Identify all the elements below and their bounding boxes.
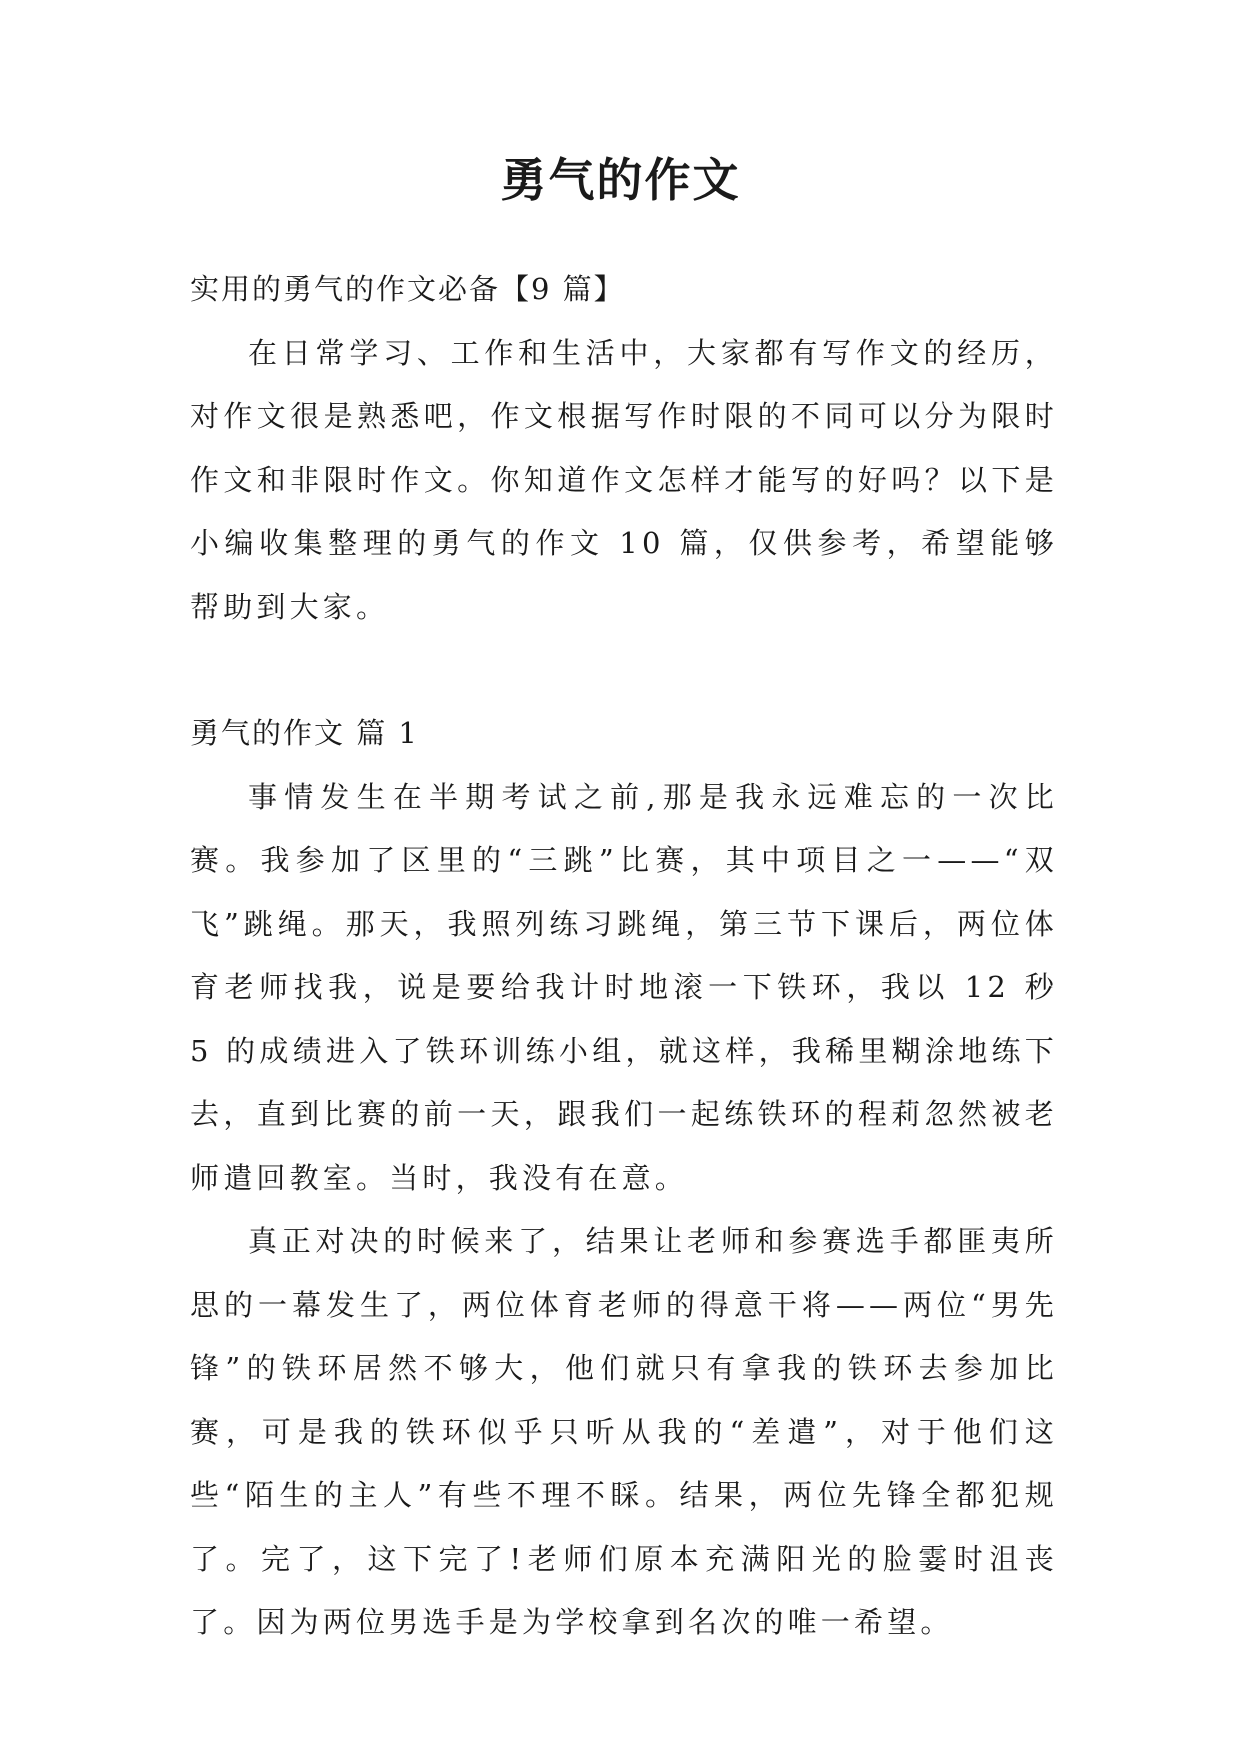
document-body xyxy=(190,258,1058,1655)
document-subtitle: 实用的勇气的作文必备【9 篇】 xyxy=(190,272,625,306)
section-heading: 勇气的作文 篇 1 xyxy=(190,716,419,750)
section-paragraph: 真正对决的时候来了，结果让老师和参赛选手都匪夷所思的一幕发生了，两位体育老师的得意干将——两位“男先锋”的铁环居然不够大，他们就只有拿我的铁环去参加比赛，可是我的铁环似乎只听从我的“差遣”，对于他们这些“陌生的主人”有些不理不睬。结果，两位先锋全都犯规了。完了，这下完了!老师们原本充满阳光的脸霎时沮丧了。因为两位男选手是为学校拿到名次的唯一希望。 xyxy=(190,1224,1058,1639)
document-title: 勇气的作文 xyxy=(500,153,741,207)
section-paragraph: 事情发生在半期考试之前,那是我永远难忘的一次比赛。我参加了区里的“三跳”比赛，其中项目之一——“双飞”跳绳。那天，我照列练习跳绳，第三节下课后，两位体育老师找我，说是要给我计时地滚一下铁环，我以 12 秒 5 的成绩进入了铁环训练小组，就这样，我稀里糊涂地练下去，直到比赛的前一天，跟我们一起练铁环的程莉忽然被老师遣回教室。当时，我没有在意。 xyxy=(190,779,1058,1195)
intro-paragraph: 在日常学习、工作和生活中，大家都有写作文的经历，对作文很是熟悉吧，作文根据写作时限的不同可以分为限时作文和非限时作文。你知道作文怎样才能写的好吗？以下是小编收集整理的勇气的作文 10 篇，仅供参考，希望能够帮助到大家。 xyxy=(190,335,1058,624)
section-1 xyxy=(190,702,1058,1655)
